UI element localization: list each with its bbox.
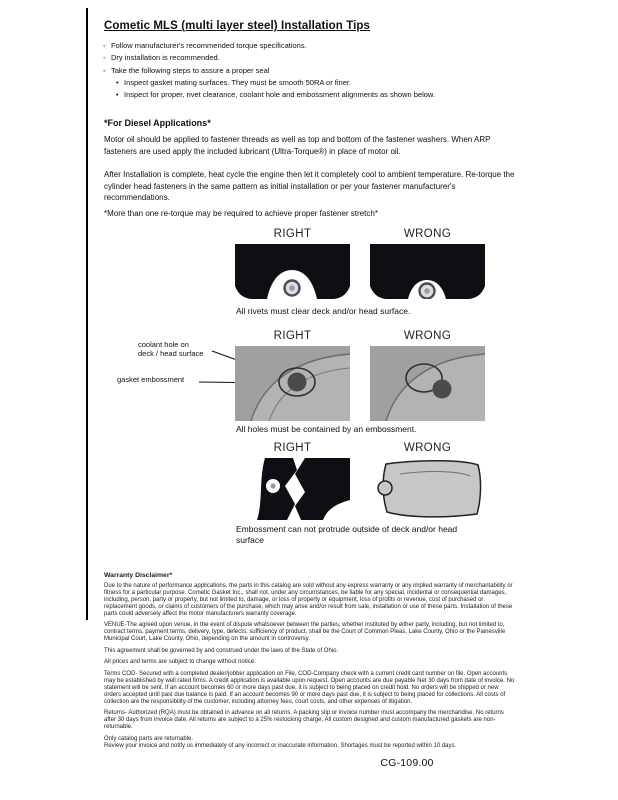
warranty-paragraph: Due to the nature of performance applications, the parts in this catalog are sold without any express warranty or any implied warranty of merchantability or fitness for a particular purpose. Cometic Gasket Inc., shall not, under any circumstances, be liable for any special, incidental or consequential damages, including, person, party or property, but not limited to, damage, or loss of property or equipment, loss of profits or revenue, cost of purchased or replacement goods, or claims of customers of the purchase, which may arise and/or result from sale, installation or use of these parts. Installation of these parts could adversely affect the motor manufacturers warranty coverage.: [104, 582, 513, 617]
row1-caption: All rivets must clear deck and/or head surface.: [236, 306, 411, 316]
tip-text: Inspect gasket mating surfaces. They must be smooth 50RA or finer.: [124, 77, 352, 87]
tip-item: [103, 42, 523, 51]
coolant-label-line1: coolant hole on: [138, 340, 189, 349]
tip-item: [103, 67, 523, 76]
bullet-marker: ◦: [103, 53, 106, 63]
row2-caption: All holes must be contained by an embossment.: [236, 424, 417, 434]
sub-bullet-marker: •: [116, 77, 119, 87]
warranty-paragraph: All prices and terms are subject to change without notice.: [104, 659, 256, 665]
warranty-paragraph: Review your invoice and notify us immediately of any incorrect or inaccurate information. Shortages must be reported within 10 days.: [104, 743, 457, 749]
row2-wrong-label: WRONG: [403, 330, 452, 342]
tip-item: [103, 54, 523, 63]
tip-text: Follow manufacturer's recommended torque specifications.: [111, 41, 307, 50]
coolant-label-line2: deck / head surface: [138, 348, 204, 358]
page-code: CG-109.00: [380, 757, 434, 769]
warranty-heading: Warranty Disclaimer*: [104, 572, 173, 579]
diesel-paragraph-2: After Installation is complete, heat cycle the engine then let it completely cool to ambient temperature. Re-torque the cylinder head fasteners in the same pattern as initial installation or per your fastener manufacturer's recommendations.: [104, 170, 515, 202]
row3-right-label: RIGHT: [273, 442, 312, 454]
tip-text: Dry installation is recommended.: [111, 53, 220, 63]
tip-text: Take the following steps to assure a proper seal: [111, 65, 270, 75]
warranty-disclaimer: [104, 572, 516, 755]
coolant-hole-label: [138, 341, 203, 359]
gasket-embossment-label: gasket embossment: [117, 375, 185, 384]
left-border-rule: [86, 8, 88, 620]
diagram-row3-wrong: [370, 458, 485, 520]
row3-caption: Embossment can not protrude outside of deck and/or head surface: [236, 524, 458, 545]
warranty-paragraph: This agreement shall be governed by and construed under the laws of the State of Ohio.: [104, 647, 339, 654]
row1-right-label: RIGHT: [273, 228, 312, 240]
retorque-note: *More than one re-torque may be required to achieve proper fastener stretch*: [104, 209, 378, 218]
row2-right-label: RIGHT: [273, 330, 312, 342]
diagram-row2-right: [235, 346, 350, 421]
tip-sub-item: [116, 79, 523, 88]
diesel-paragraph-1: Motor oil should be applied to fastener threads as well as top and bottom of the fastener washers. When ARP fasteners are used apply the included lubricant (Ultra-Torque®) in place of motor oil.: [104, 135, 491, 156]
diesel-applications-heading: *For Diesel Applications*: [104, 118, 211, 128]
installation-tips-list: [103, 42, 523, 103]
warranty-paragraph: Returns- Authorized (RQA) must be obtained in advance on all returns. A packing slip or invoice number must accompany the merchandise. No returns after 30 days from invoice date. All returns are subject to a 25% restocking charge. All custom designed and custom manufactured gaskets are non-returnable.: [104, 710, 504, 730]
diagram-row3-right: [235, 458, 350, 520]
bullet-marker: ◦: [103, 41, 106, 50]
diagram-row1-right: [235, 244, 350, 299]
bullet-marker: ◦: [103, 65, 106, 75]
warranty-paragraph: Only catalog parts are returnable.: [104, 735, 194, 742]
diagram-row2-wrong: [370, 346, 485, 421]
sub-bullet-marker: •: [116, 90, 119, 100]
tip-sub-item: [116, 91, 523, 100]
row1-wrong-label: WRONG: [403, 228, 452, 240]
diagram-row1-wrong: [370, 244, 485, 299]
page-title: Cometic MLS (multi layer steel) Installation Tips: [104, 20, 371, 32]
warranty-paragraph: VENUE-The agreed upon venue, in the event of dispute whatsoever between the parties, whether instituted by either party, including, but not limited to, contract terms, payment terms, delivery, type, defects, sufficiency of product, shall be the Court of Common Pleas, Lake County, Ohio or the Painesville Municipal Court, Lake County, Ohio, depending on the amount in controversy.: [104, 622, 506, 642]
tip-text: Inspect for proper, rivet clearance, coolant hole and embossment alignments as shown below.: [124, 90, 436, 100]
row3-wrong-label: WRONG: [403, 442, 452, 454]
warranty-paragraph: Terms COD- Secured with a completed dealer/jobber application on File, COD-Company check with a current credit card number on file. Open accounts may be established by well rated firms. A credit application is available upon request. Open accounts are due payable Net 30 days from date of invoice. No statement will be sent. If an account becomes 60 or more days past due, it is subject to being placed on credit hold. No orders will be shipped or new orders accepted until past due balance is paid. If an account becomes 90 or more days past due, it is subject to being placed for collections. All costs of collection are the responsibility of the customer, including attorney fees, court costs, and other expenses of litigation.: [104, 670, 515, 705]
